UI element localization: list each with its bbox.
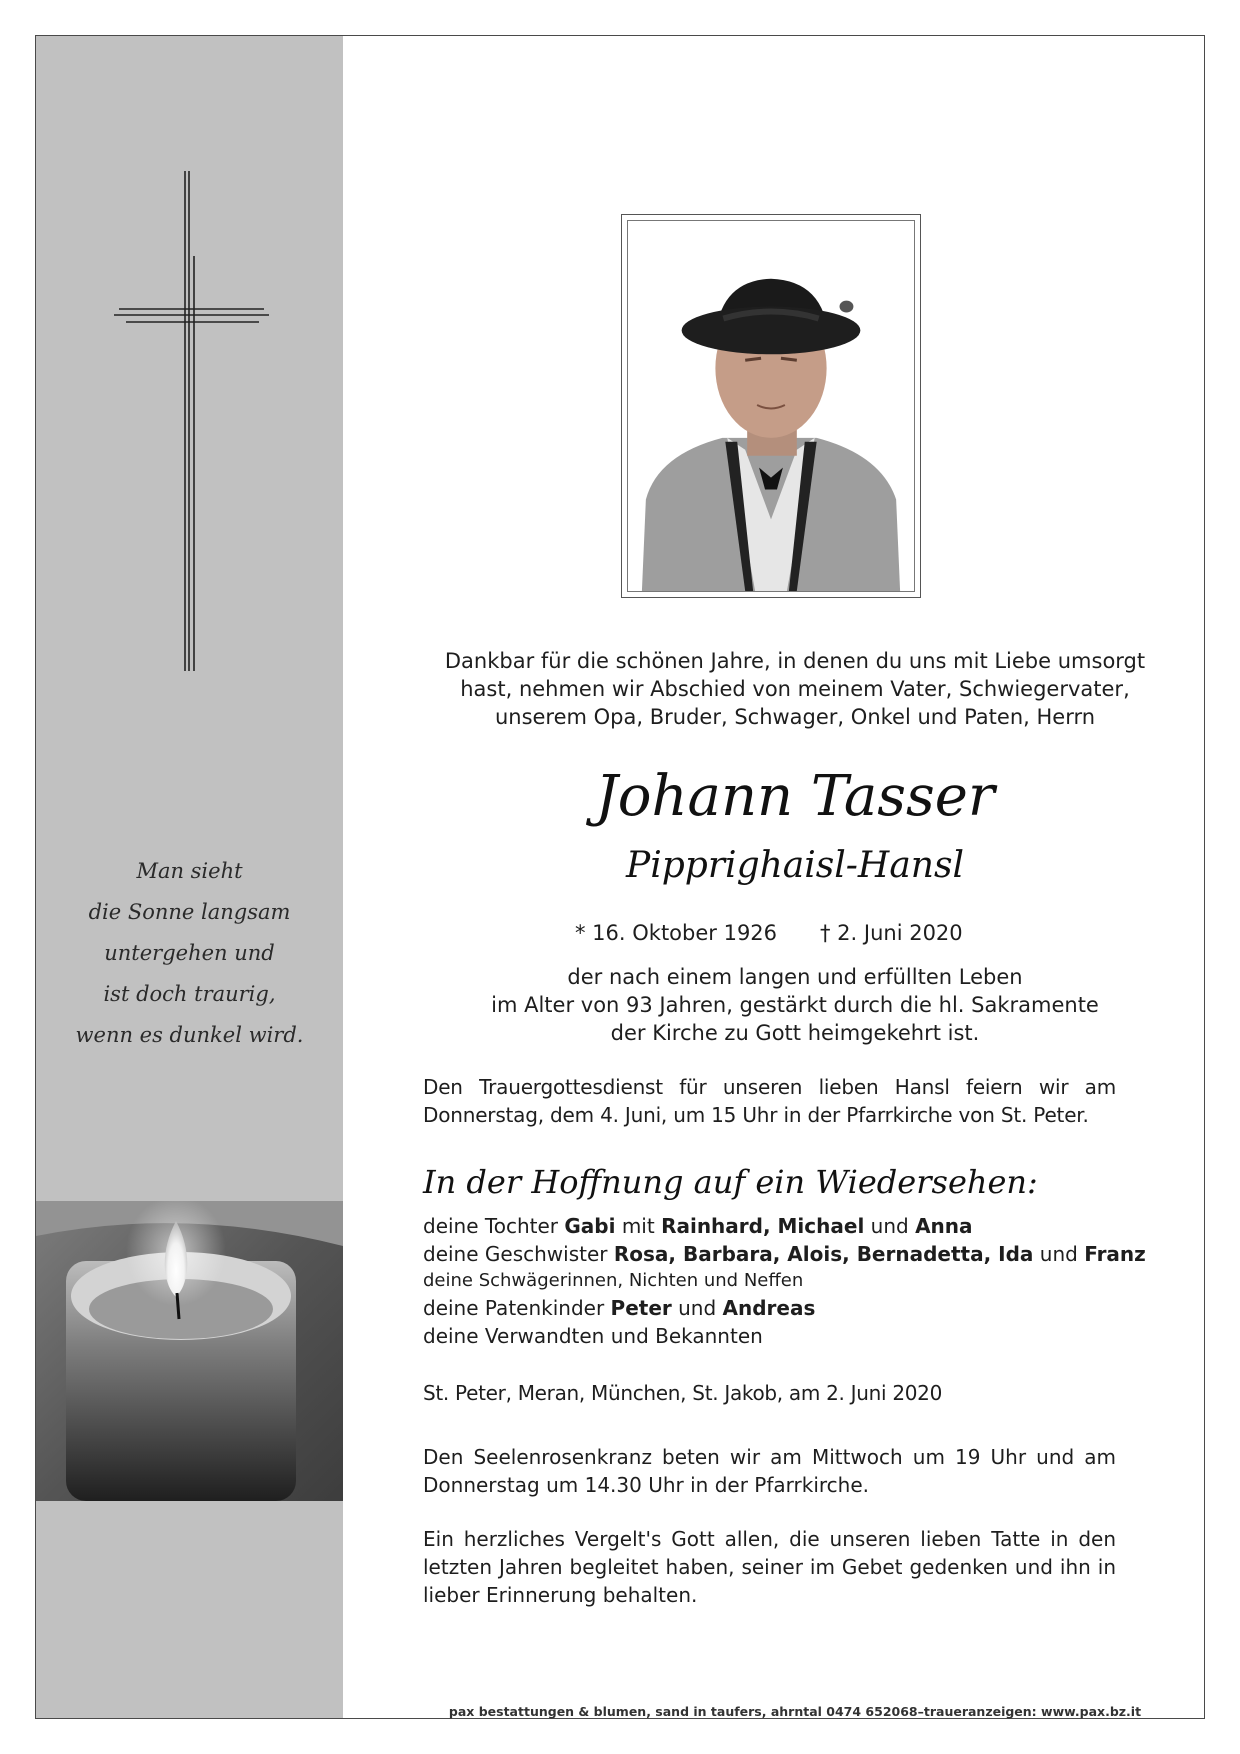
hope-heading: In der Hoffnung auf ein Wiedersehen: [423, 1163, 1038, 1201]
name-peter: Peter [610, 1296, 672, 1320]
life-line: der Kirche zu Gott heimgekehrt ist. [610, 1021, 980, 1045]
names-rainhard-michael: Rainhard, Michael [661, 1214, 865, 1238]
verse [36, 851, 343, 1056]
name-anna: Anna [915, 1214, 973, 1238]
intro-line: hast, nehmen wir Abschied von meinem Vater, Schwiegervater, [460, 677, 1130, 701]
service-text: Den Trauergottesdienst für unseren lieben Hansl feiern wir am Donnerstag, dem 4. Juni, um 15 Uhr in der Pfarrkirche von St. Peter. [423, 1075, 1116, 1127]
birth-date: * 16. Oktober 1926 [575, 921, 778, 945]
name-gabi: Gabi [564, 1214, 616, 1238]
verse-line: die Sonne langsam [88, 900, 291, 924]
deceased-nickname: Pipprighaisl-Hansl [626, 845, 964, 886]
verse-line: wenn es dunkel wird. [75, 1023, 304, 1047]
side-panel [36, 36, 343, 1718]
intro-text [385, 647, 1205, 731]
cross-icon [36, 36, 343, 716]
life-line: der nach einem langen und erfüllten Leben [567, 965, 1023, 989]
death-date: † 2. Juni 2020 [820, 921, 963, 945]
life-text [385, 963, 1205, 1047]
mourners-list [423, 1212, 1183, 1350]
place-date: St. Peter, Meran, München, St. Jakob, am 2. Juni 2020 [423, 1381, 943, 1405]
rosary-text: Den Seelenrosenkranz beten wir am Mittwoch um 19 Uhr und am Donnerstag um 14.30 Uhr in der Pfarrkirche. [423, 1445, 1116, 1497]
name-andreas: Andreas [722, 1296, 816, 1320]
candle-image [36, 1201, 343, 1501]
intro-line: Dankbar für die schönen Jahre, in denen du uns mit Liebe umsorgt [444, 649, 1146, 673]
mourner-siblings: deine Geschwister Rosa, Barbara, Alois, Bernadetta, Ida und Franz [423, 1242, 1146, 1266]
intro-line: unserem Opa, Bruder, Schwager, Onkel und Paten, Herrn [494, 705, 1096, 729]
mourner-relatives: deine Verwandten und Bekannten [423, 1324, 763, 1348]
names-siblings: Rosa, Barbara, Alois, Bernadetta, Ida [613, 1242, 1034, 1266]
verse-line: ist doch traurig, [103, 982, 276, 1006]
mourner-godchildren: deine Patenkinder Peter und Andreas [423, 1296, 816, 1320]
verse-line: untergehen und [104, 941, 275, 965]
verse-line: Man sieht [136, 859, 243, 883]
deceased-name: Johann Tasser [595, 764, 995, 829]
life-line: im Alter von 93 Jahren, gestärkt durch die hl. Sakramente [491, 993, 1099, 1017]
mourner-inlaws: deine Schwägerinnen, Nichten und Neffen [423, 1270, 804, 1291]
name-franz: Franz [1084, 1242, 1146, 1266]
thanks-text: Ein herzliches Vergelt's Gott allen, die unseren lieben Tatte in den letzten Jahren begleitet haben, seiner im Gebet gedenken und ihn in lieber Erinnerung behalten. [423, 1527, 1116, 1607]
mourner-daughter: deine Tochter Gabi mit Rainhard, Michael und Anna [423, 1214, 973, 1238]
footer-credit: pax bestattungen & blumen, sand in taufers, ahrntal 0474 652068–traueranzeigen: www.pax.bz.it [448, 1704, 1142, 1719]
